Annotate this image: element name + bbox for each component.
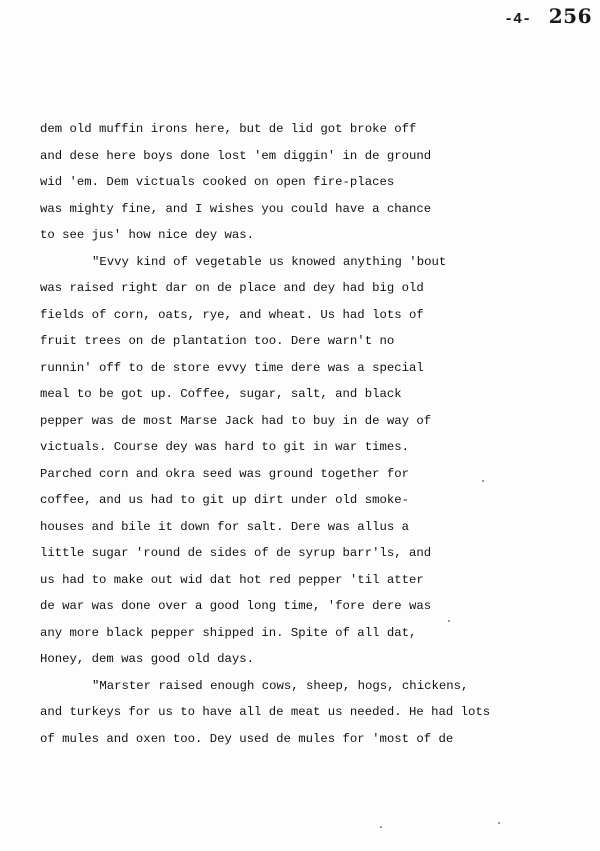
text-line: any more black pepper shipped in. Spite of all dat,: [40, 625, 417, 640]
text-line: coffee, and us had to git up dirt under old smoke-: [40, 493, 409, 507]
text-line: was raised right dar on de place and dey had big old: [40, 281, 424, 295]
text-line: runnin' off to de store evvy time dere was a special: [40, 360, 424, 375]
text-line: was mighty fine, and I wishes you could have a chance: [40, 201, 432, 216]
paragraph-start-line: "Marster raised enough cows, sheep, hogs, chickens,: [92, 678, 469, 693]
paper-speck: [448, 620, 450, 622]
text-line: Honey, dem was good old days.: [40, 652, 255, 666]
text-line: wid 'em. Dem victuals cooked on open fire-places: [40, 175, 395, 189]
text-line: pepper was de most Marse Jack had to buy in de way of: [40, 413, 432, 428]
text-line: little sugar 'round de sides of de syrup barr'ls, and: [40, 546, 432, 560]
text-line: fields of corn, oats, rye, and wheat. Us had lots of: [40, 307, 424, 322]
paper-speck: [482, 480, 484, 482]
stamp-number: 256: [548, 4, 592, 28]
text-line: Parched corn and okra seed was ground together for: [40, 466, 409, 481]
text-line: and dese here boys done lost 'em diggin' in de ground: [40, 148, 432, 163]
paper-speck: [380, 826, 382, 828]
text-line: dem old muffin irons here, but de lid got broke off: [40, 122, 417, 136]
text-line: fruit trees on de plantation too. Dere warn't no: [40, 334, 395, 348]
page-header: [504, 4, 592, 28]
text-line: us had to make out wid dat hot red pepper 'til atter: [40, 572, 424, 587]
text-line: houses and bile it down for salt. Dere was allus a: [40, 519, 409, 534]
paper-speck: [498, 822, 500, 824]
text-line: and turkeys for us to have all de meat us needed. He had lots: [40, 705, 491, 719]
text-line: meal to be got up. Coffee, sugar, salt, and black: [40, 387, 402, 401]
text-line: to see jus' how nice dey was.: [40, 228, 255, 242]
paragraph-start-line: "Evvy kind of vegetable us knowed anything 'bout: [92, 254, 447, 269]
text-line: de war was done over a good long time, 'fore dere was: [40, 599, 432, 613]
page-number: -4-: [504, 11, 532, 28]
text-line: victuals. Course dey was hard to git in war times.: [40, 440, 409, 454]
text-line: of mules and oxen too. Dey used de mules for 'most of de: [40, 731, 454, 746]
body-text: [40, 116, 580, 752]
